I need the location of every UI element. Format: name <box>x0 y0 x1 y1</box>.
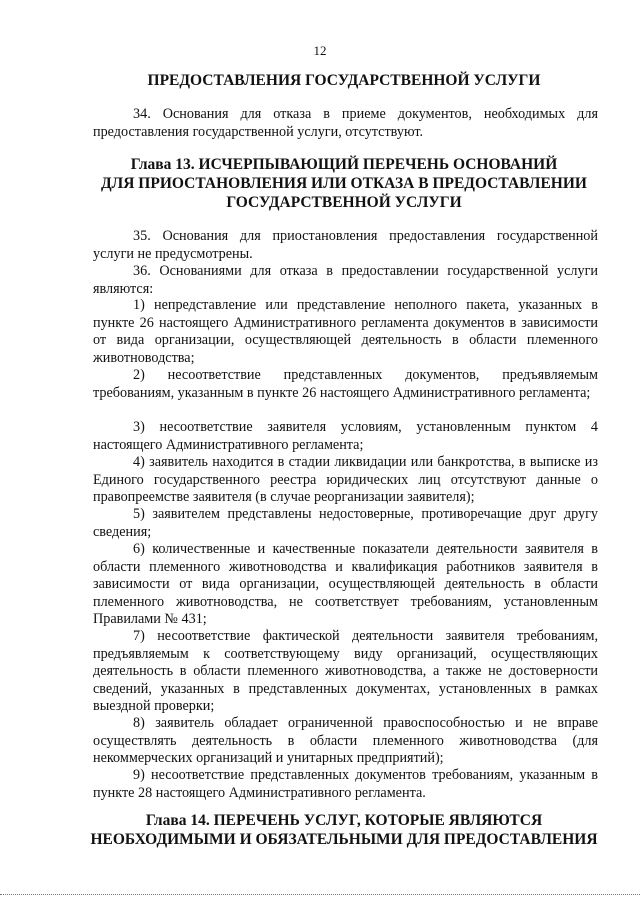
list-item-9: 9) несоответствие представленных документов требованиям, указанным в пункте 28 настоящего Административного регламента. <box>93 767 598 801</box>
chapter-13-heading <box>90 155 598 212</box>
list-item-2: 2) несоответствие представленных документов, предъявляемым требованиям, указанным в пункте 26 настоящего Административного регламента; <box>93 367 598 401</box>
chapter-14-heading <box>90 811 598 849</box>
list-item-8: 8) заявитель обладает ограниченной правоспособностью и не вправе осуществлять деятельность в области племенного животноводства (для некоммерческих организаций и унитарных предприятий); <box>93 715 598 767</box>
chapter-14-line-1: Глава 14. ПЕРЕЧЕНЬ УСЛУГ, КОТОРЫЕ ЯВЛЯЮТСЯ <box>145 812 543 829</box>
chapter-13-line-1: Глава 13. ИСЧЕРПЫВАЮЩИЙ ПЕРЕЧЕНЬ ОСНОВАНИЙ <box>130 156 558 173</box>
page-number: 12 <box>313 43 327 58</box>
paragraph-35: 35. Основания для приостановления предоставления государственной услуги не предусмотрены. <box>93 228 598 262</box>
list-item-1: 1) непредставление или представление неполного пакета, указанных в пункте 26 настоящего Административного регламента документов в зависимости от вида организации, осуществляющей деятельность в области племенного животноводства; <box>93 297 598 366</box>
chapter-13-line-2: ДЛЯ ПРИОСТАНОВЛЕНИЯ ИЛИ ОТКАЗА В ПРЕДОСТАВЛЕНИИ <box>101 175 587 192</box>
list-item-5: 5) заявителем представлены недостоверные, противоречащие друг другу сведения; <box>93 506 598 540</box>
list-item-4: 4) заявитель находится в стадии ликвидации или банкротства, в выписке из Единого государственного реестра юридических лиц отсутствуют данные о правопреемстве заявителя (в случае реорганизации заявителя); <box>93 454 598 506</box>
chapter-13-line-3: ГОСУДАРСТВЕННОЙ УСЛУГИ <box>226 194 462 211</box>
paragraph-34: 34. Основания для отказа в приеме документов, необходимых для предоставления государственной услуги, отсутствуют. <box>93 106 598 140</box>
list-item-3: 3) несоответствие заявителя условиям, установленным пунктом 4 настоящего Административного регламента; <box>93 419 598 453</box>
scan-artifact-line <box>0 894 640 895</box>
list-item-6: 6) количественные и качественные показатели деятельности заявителя в области племенного животноводства и квалификация работников заявителя в зависимости от вида организации, осуществляющей деятельность в области племенного животноводства, не соответствует требованиям, установленным Правилами № 431; <box>93 541 598 628</box>
list-item-7: 7) несоответствие фактической деятельности заявителя требованиям, предъявляемым к соответствующему виду организаций, осуществляющих деятельность в области племенного животноводства, а также не достоверности сведений, указанных в представленных документах, установленных в рамках выездной проверки; <box>93 628 598 715</box>
section-heading-continuation: ПРЕДОСТАВЛЕНИЯ ГОСУДАРСТВЕННОЙ УСЛУГИ <box>147 72 541 89</box>
paragraph-36: 36. Основаниями для отказа в предоставлении государственной услуги являются: <box>93 263 598 297</box>
chapter-14-line-2: НЕОБХОДИМЫМИ И ОБЯЗАТЕЛЬНЫМИ ДЛЯ ПРЕДОСТАВЛЕНИЯ <box>90 831 598 848</box>
